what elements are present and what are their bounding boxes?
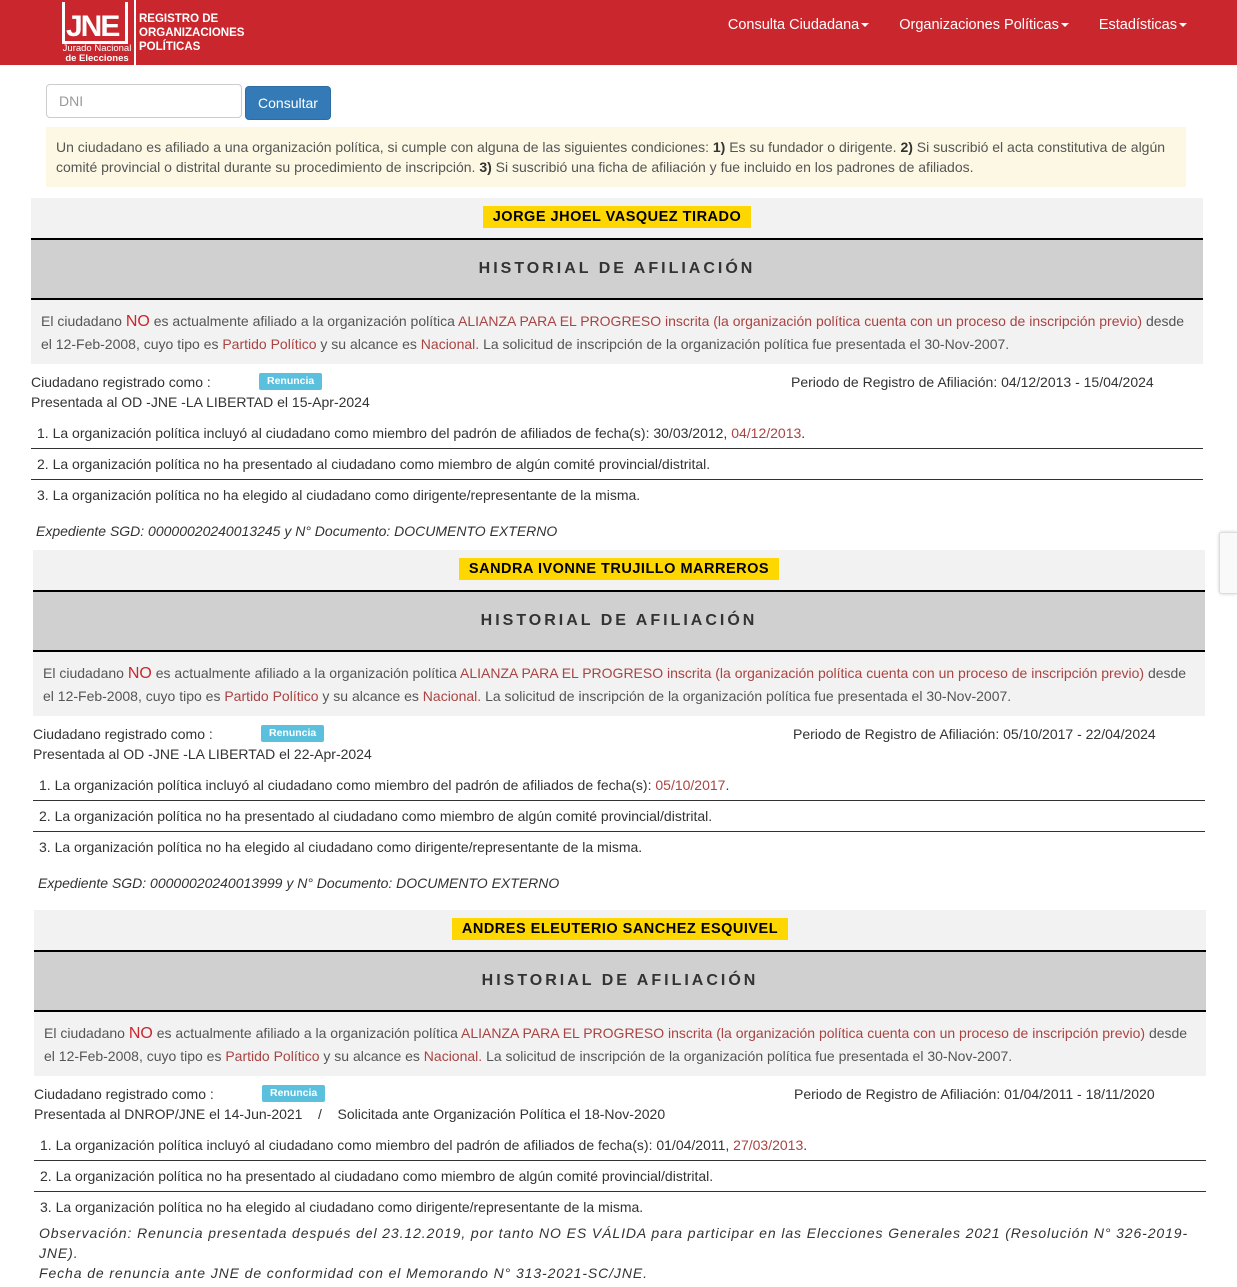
nav-organizaciones-politicas[interactable] — [899, 17, 1069, 33]
stmt-alcance: Nacional. — [422, 688, 482, 704]
registration-info — [33, 716, 1205, 762]
registration-period: Periodo de Registro de Afiliación: 01/04/2011 - 18/11/2020 — [794, 1086, 1155, 1102]
consultar-button[interactable]: Consultar — [245, 86, 331, 120]
history-title: HISTORIAL DE AFILIACIÓN — [33, 590, 1205, 652]
condition-item: 3. La organización política no ha elegido al ciudadano como dirigente/representante de la misma. — [39, 839, 643, 855]
stmt-alcance: Nacional. — [423, 1048, 483, 1064]
nav-consulta-ciudadana[interactable] — [728, 17, 869, 33]
registered-as-label: Ciudadano registrado como : — [33, 726, 213, 742]
conditions-list — [34, 1130, 1206, 1223]
dni-input[interactable] — [46, 84, 242, 118]
condition-item: 1. La organización política incluyó al ciudadano como miembro del padrón de afiliados de fecha(s): 05/10/2017. — [33, 770, 1205, 801]
status-badge: Renuncia — [262, 1085, 325, 1102]
logo-divider — [134, 0, 136, 65]
stmt-text: desde el 12-Feb-2008, cuyo tipo es — [41, 313, 1185, 352]
conditions-list — [33, 770, 1205, 863]
info-intro: Un ciudadano es afiliado a una organización política, si cumple con alguna de las siguientes condiciones: — [56, 139, 709, 155]
stmt-tipo: Partido Político — [224, 688, 319, 704]
expediente-info: Expediente SGD: 00000020240013245 y N° Documento: DOCUMENTO EXTERNO — [36, 523, 558, 539]
nav-label: Organizaciones Políticas — [899, 17, 1059, 33]
stmt-no: NO — [127, 665, 152, 682]
stmt-tipo: Partido Político — [222, 336, 317, 352]
conditions-list — [31, 418, 1203, 511]
cond1-text: Es su fundador o dirigente. — [729, 139, 897, 155]
registered-as-label: Ciudadano registrado como : — [34, 1086, 214, 1102]
stmt-org: ALIANZA PARA EL PROGRESO inscrita (la organización política cuenta con un proceso de inscripción previo) — [461, 1025, 1146, 1041]
condition-text: 1. La organización política incluyó al ciudadano como miembro del padrón de afiliados de fecha(s): — [39, 777, 652, 793]
stmt-org: ALIANZA PARA EL PROGRESO inscrita (la organización política cuenta con un proceso de inscripción previo) — [460, 665, 1145, 681]
registration-info — [31, 364, 1203, 410]
condition-text: 1. La organización política incluyó al ciudadano como miembro del padrón de afiliados de fecha(s): 30/03/2012, — [37, 425, 728, 441]
main-nav — [728, 17, 1187, 33]
logo-sub-line1: Jurado Nacional — [62, 43, 132, 54]
affiliation-statement — [34, 1012, 1206, 1076]
registered-as-label: Ciudadano registrado como : — [31, 374, 211, 390]
condition-date: 27/03/2013 — [733, 1137, 804, 1153]
condition-item: 1. La organización política incluyó al ciudadano como miembro del padrón de afiliados de fecha(s): 30/03/2012, 04/12/2013. — [31, 418, 1203, 449]
stmt-no: NO — [128, 1025, 153, 1042]
condition-item: 3. La organización política no ha elegido al ciudadano como dirigente/representante de la misma. — [37, 487, 641, 503]
stmt-text: La solicitud de inscripción de la organización política fue presentada el 30-Nov-2007. — [486, 1048, 1013, 1064]
stmt-text: y su alcance es — [320, 336, 417, 352]
affiliation-statement — [33, 652, 1205, 716]
stmt-text: El ciudadano — [44, 1025, 125, 1041]
cond1-num: 1) — [712, 139, 726, 155]
jne-logo[interactable] — [60, 0, 245, 65]
registry-title: REGISTRO DE ORGANIZACIONES POLÍTICAS — [139, 13, 245, 53]
stmt-text: es actualmente afiliado a la organización política — [156, 1025, 458, 1041]
stmt-no: NO — [125, 313, 150, 330]
stmt-text: desde el 12-Feb-2008, cuyo tipo es — [43, 665, 1187, 704]
presented-info: Presentada al OD -JNE -LA LIBERTAD el 22-Apr-2024 — [33, 746, 372, 762]
nav-label: Estadísticas — [1098, 17, 1177, 33]
condition-item: 3. La organización política no ha elegido al ciudadano como dirigente/representante de la misma. — [40, 1199, 644, 1215]
citizen-name: ANDRES ELEUTERIO SANCHEZ ESQUIVEL — [452, 918, 788, 940]
recaptcha-badge[interactable] — [1219, 532, 1237, 594]
condition-item: 2. La organización política no ha presentado al ciudadano como miembro de algún comité provincial/distrital. — [33, 801, 1205, 832]
stmt-tipo: Partido Político — [225, 1048, 320, 1064]
cond3-num: 3) — [479, 159, 492, 175]
registration-period: Periodo de Registro de Afiliación: 04/12/2013 - 15/04/2024 — [791, 374, 1154, 390]
registration-info — [34, 1076, 1206, 1122]
stmt-text: desde el 12-Feb-2008, cuyo tipo es — [44, 1025, 1188, 1064]
citizen-name: JORGE JHOEL VASQUEZ TIRADO — [483, 206, 752, 228]
registration-period: Periodo de Registro de Afiliación: 05/10/2017 - 22/04/2024 — [793, 726, 1156, 742]
caret-down-icon — [1061, 23, 1069, 27]
presented-info: Presentada al DNROP/JNE el 14-Jun-2021 / Solicitada ante Organización Política el 18-Nov-2020 — [34, 1106, 666, 1122]
affiliation-record — [34, 910, 1206, 1283]
status-badge: Renuncia — [261, 725, 324, 742]
navbar — [0, 0, 1237, 65]
condition-item: 1. La organización política incluyó al ciudadano como miembro del padrón de afiliados de fecha(s): 01/04/2011, 27/03/2013. — [34, 1130, 1206, 1161]
observation-note: Observación: Renuncia presentada después del 23.12.2019, por tanto NO ES VÁLIDA para participar en las Elecciones Generales 2021 (Resolución N° 326-2019-JNE). — [39, 1225, 1189, 1261]
stmt-text: La solicitud de inscripción de la organización política fue presentada el 30-Nov-2007. — [485, 688, 1012, 704]
citizen-name-bar — [31, 198, 1203, 238]
stmt-text: y su alcance es — [322, 688, 419, 704]
stmt-org: ALIANZA PARA EL PROGRESO inscrita (la organización política cuenta con un proceso de inscripción previo) — [458, 313, 1143, 329]
affiliation-record — [33, 550, 1205, 891]
citizen-name-bar — [34, 910, 1206, 950]
stmt-alcance: Nacional. — [420, 336, 480, 352]
stmt-text: El ciudadano — [41, 313, 122, 329]
citizen-name-bar — [33, 550, 1205, 590]
status-badge: Renuncia — [259, 373, 322, 390]
history-title: HISTORIAL DE AFILIACIÓN — [31, 238, 1203, 300]
stmt-text: La solicitud de inscripción de la organización política fue presentada el 30-Nov-2007. — [483, 336, 1010, 352]
stmt-text: y su alcance es — [323, 1048, 420, 1064]
cond2-text: Si suscribió el acta constitutiva de algún comité provincial o distrital durante su procedimiento de inscripción. — [56, 139, 1166, 175]
condition-item: 2. La organización política no ha presentado al ciudadano como miembro de algún comité provincial/distrital. — [31, 449, 1203, 480]
stmt-text: El ciudadano — [43, 665, 124, 681]
condition-date: 04/12/2013 — [731, 425, 802, 441]
nav-estadisticas[interactable] — [1099, 17, 1187, 33]
condition-item: 2. La organización política no ha presentado al ciudadano como miembro de algún comité provincial/distrital. — [34, 1161, 1206, 1192]
affiliation-statement — [31, 300, 1203, 364]
stmt-text: es actualmente afiliado a la organización política — [155, 665, 457, 681]
affiliation-record — [31, 198, 1203, 539]
history-title: HISTORIAL DE AFILIACIÓN — [34, 950, 1206, 1012]
presented-info: Presentada al OD -JNE -LA LIBERTAD el 15-Apr-2024 — [31, 394, 370, 410]
condition-date: 05/10/2017 — [655, 777, 726, 793]
info-alert — [46, 127, 1186, 187]
logo-sub-line2: de Elecciones — [65, 53, 129, 64]
citizen-name: SANDRA IVONNE TRUJILLO MARREROS — [459, 558, 779, 580]
caret-down-icon — [1179, 23, 1187, 27]
stmt-text: es actualmente afiliado a la organización política — [153, 313, 455, 329]
cond3-text: Si suscribió una ficha de afiliación y fue incluido en los padrones de afiliados. — [495, 159, 974, 175]
memo-note: Fecha de renuncia ante JNE de conformidad con el Memorando N° 313-2021-SC/JNE. — [39, 1265, 648, 1281]
caret-down-icon — [861, 23, 869, 27]
logo-subtitle — [60, 44, 134, 64]
logo-text: JNE — [66, 10, 119, 43]
cond2-num: 2) — [900, 139, 913, 155]
expediente-info: Expediente SGD: 00000020240013999 y N° Documento: DOCUMENTO EXTERNO — [38, 875, 560, 891]
nav-label: Consulta Ciudadana — [727, 17, 860, 33]
condition-text: 1. La organización política incluyó al ciudadano como miembro del padrón de afiliados de fecha(s): 01/04/2011, — [40, 1137, 730, 1153]
